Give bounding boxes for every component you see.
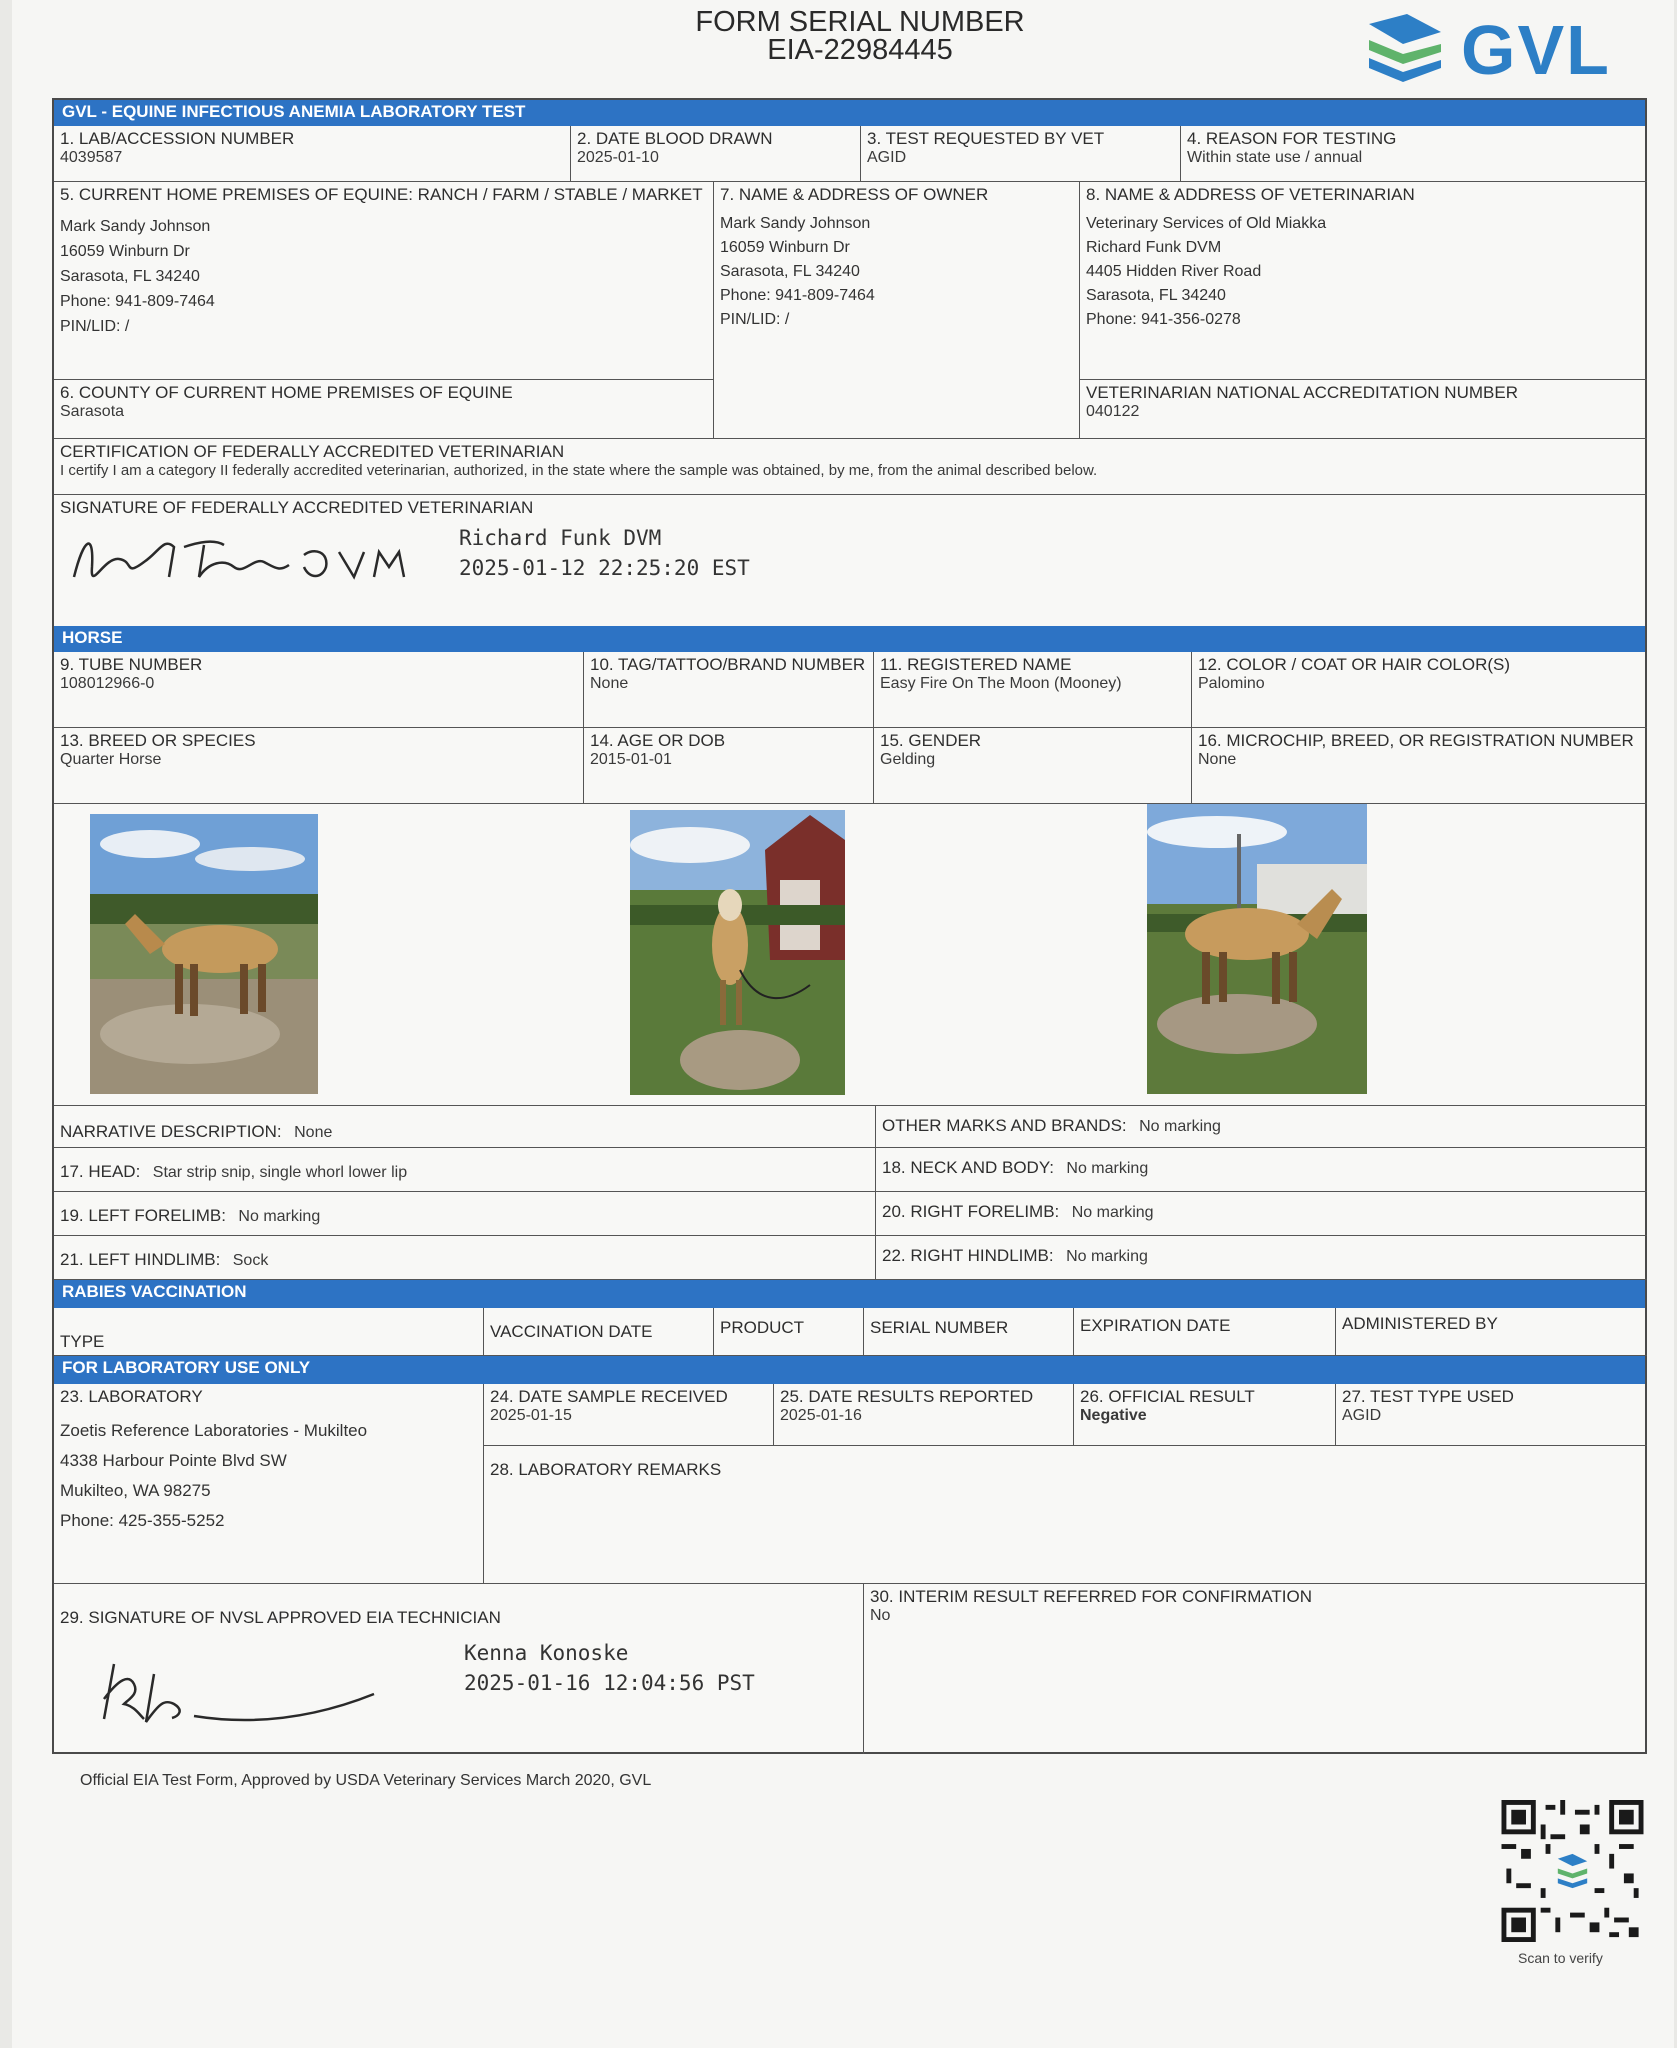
field-laboratory (54, 1384, 484, 1584)
gvl-logo-icon (1365, 10, 1445, 90)
field-label: 26. OFFICIAL RESULT (1080, 1387, 1255, 1406)
field-date-results-reported (774, 1384, 1074, 1446)
field-owner (714, 182, 1080, 439)
field-lab-accession (54, 126, 571, 182)
field-label: 29. SIGNATURE OF NVSL APPROVED EIA TECHNICIAN (60, 1608, 501, 1627)
gvl-logo (1365, 8, 1655, 92)
field-value: Sock (232, 1252, 269, 1269)
field-label: 7. NAME & ADDRESS OF OWNER (720, 185, 989, 204)
field-tube-number (54, 652, 584, 728)
field-label: 16. MICROCHIP, BREED, OR REGISTRATION NUMBER (1198, 731, 1634, 750)
field-label: 8. NAME & ADDRESS OF VETERINARIAN (1086, 185, 1415, 204)
field-gender (874, 728, 1192, 804)
field-label: EXPIRATION DATE (1080, 1316, 1231, 1335)
field-label: 30. INTERIM RESULT REFERRED FOR CONFIRMATION (870, 1587, 1313, 1606)
field-value: Sarasota (60, 403, 125, 420)
eia-form (52, 98, 1647, 1754)
horse-photos-area (54, 804, 1647, 1106)
field-county (54, 380, 714, 439)
field-laboratory-remarks (484, 1446, 1647, 1584)
field-value: AGID (867, 149, 907, 166)
field-label: SIGNATURE OF FEDERALLY ACCREDITED VETERINARIAN (60, 498, 534, 517)
field-value: No marking (1066, 1248, 1148, 1265)
field-label: 15. GENDER (880, 731, 982, 750)
field-label: TYPE (60, 1332, 105, 1351)
horse-section-bar: HORSE (54, 626, 1645, 652)
field-value: Star strip snip, single whorl lower lip (152, 1164, 408, 1181)
field-value: No (870, 1607, 891, 1624)
rabies-section-bar: RABIES VACCINATION (54, 1280, 1645, 1308)
field-value: No marking (238, 1208, 321, 1225)
footer-note: Official EIA Test Form, Approved by USDA Veterinary Services March 2020, GVL (80, 1772, 652, 1789)
rabies-col-type (54, 1308, 484, 1356)
field-registered-name (874, 652, 1192, 728)
field-label: 20. RIGHT FORELIMB: (882, 1202, 1060, 1221)
field-value: Negative (1080, 1407, 1147, 1424)
field-label: 1. LAB/ACCESSION NUMBER (60, 129, 295, 148)
field-label: 25. DATE RESULTS REPORTED (780, 1387, 1034, 1406)
field-label: CERTIFICATION OF FEDERALLY ACCREDITED VETERINARIAN (60, 442, 565, 461)
field-label: 4. REASON FOR TESTING (1187, 129, 1397, 148)
field-color-coat (1192, 652, 1647, 728)
field-label: 24. DATE SAMPLE RECEIVED (490, 1387, 728, 1406)
field-value: Zoetis Reference Laboratories - Mukilteo 4338 Harbour Pointe Blvd SW Mukilteo, WA 98275 Phone: 425-355-5252 (60, 1421, 368, 1530)
form-title-bar: GVL - EQUINE INFECTIOUS ANEMIA LABORATORY TEST (54, 100, 1645, 126)
field-certification (54, 439, 1647, 495)
field-right-forelimb (876, 1192, 1647, 1236)
rabies-col-expiration-date (1074, 1308, 1336, 1356)
field-label: 3. TEST REQUESTED BY VET (867, 129, 1105, 148)
field-official-result (1074, 1384, 1336, 1446)
scan-to-verify-label: Scan to verify (1518, 1950, 1603, 1966)
serial-title: FORM SERIAL NUMBER (695, 6, 1025, 38)
field-label: VACCINATION DATE (490, 1322, 653, 1341)
field-veterinarian (1080, 182, 1647, 380)
field-label: VETERINARIAN NATIONAL ACCREDITATION NUMBER (1086, 383, 1518, 402)
field-value: Within state use / annual (1187, 149, 1363, 166)
horse-photo-left (90, 814, 318, 1094)
field-vet-signature (54, 495, 1647, 591)
field-label: ADMINISTERED BY (1342, 1314, 1498, 1333)
field-value: None (294, 1124, 333, 1141)
technician-signature-timestamp: 2025-01-16 12:04:56 PST (464, 1671, 755, 1695)
field-other-marks (876, 1106, 1647, 1148)
field-value: 2015-01-01 (590, 751, 672, 768)
field-label: 13. BREED OR SPECIES (60, 731, 256, 750)
field-label: 6. COUNTY OF CURRENT HOME PREMISES OF EQUINE (60, 383, 513, 402)
horse-photo-right (1147, 804, 1367, 1094)
vet-signature-script (64, 517, 424, 591)
field-value: No marking (1139, 1118, 1221, 1135)
field-tag-tattoo (584, 652, 874, 728)
field-label: 23. LABORATORY (60, 1387, 203, 1406)
rabies-col-administered-by (1336, 1308, 1647, 1356)
field-home-premises (54, 182, 714, 380)
rabies-col-product (714, 1308, 864, 1356)
field-value: Veterinary Services of Old Miakka Richard Funk DVM 4405 Hidden River Road Sarasota, FL 34240 Phone: 941-356-0278 (1086, 215, 1327, 328)
field-value: AGID (1342, 1407, 1382, 1424)
field-label: 11. REGISTERED NAME (880, 655, 1072, 674)
field-value: Gelding (880, 751, 936, 768)
field-label: NARRATIVE DESCRIPTION: (60, 1122, 282, 1141)
field-value: 108012966-0 (60, 675, 155, 692)
field-value: Palomino (1198, 675, 1265, 692)
field-label: 9. TUBE NUMBER (60, 655, 203, 674)
field-value: I certify I am a category II federally accredited veterinarian, authorized, in the state where the sample was obtained, by me, from the animal described below. (60, 462, 1098, 479)
field-label: 14. AGE OR DOB (590, 731, 726, 750)
field-label: 17. HEAD: (60, 1162, 141, 1181)
field-value: Easy Fire On The Moon (Mooney) (880, 675, 1122, 692)
field-value: 4039587 (60, 149, 123, 166)
field-label: 27. TEST TYPE USED (1342, 1387, 1514, 1406)
field-value: Mark Sandy Johnson 16059 Winburn Dr Sarasota, FL 34240 Phone: 941-809-7464 PIN/LID: / (60, 218, 215, 335)
field-right-hindlimb (876, 1236, 1647, 1280)
field-value: 2025-01-15 (490, 1407, 572, 1424)
lab-section-bar: FOR LABORATORY USE ONLY (54, 1356, 1645, 1384)
field-value: None (1198, 751, 1237, 768)
field-label: 5. CURRENT HOME PREMISES OF EQUINE: RANCH / FARM / STABLE / MARKET (60, 185, 703, 204)
field-value: 2025-01-16 (780, 1407, 862, 1424)
field-vet-accreditation (1080, 380, 1647, 439)
field-label: SERIAL NUMBER (870, 1318, 1009, 1337)
field-label: 28. LABORATORY REMARKS (490, 1460, 722, 1479)
field-value: Quarter Horse (60, 751, 162, 768)
field-interim-result (864, 1584, 1647, 1754)
field-value: 2025-01-10 (577, 149, 659, 166)
technician-signature-script (84, 1644, 444, 1734)
field-value: 040122 (1086, 403, 1140, 420)
field-narrative (54, 1106, 876, 1148)
rabies-col-serial-number (864, 1308, 1074, 1356)
field-breed (54, 728, 584, 804)
field-microchip (1192, 728, 1647, 804)
field-reason-testing (1181, 126, 1647, 182)
field-value: Mark Sandy Johnson 16059 Winburn Dr Sarasota, FL 34240 Phone: 941-809-7464 PIN/LID: / (720, 215, 875, 328)
technician-signature-name: Kenna Konoske (464, 1641, 629, 1665)
field-age-dob (584, 728, 874, 804)
logo-wordmark: GVL (1461, 11, 1611, 89)
horse-photo-center (630, 810, 845, 1095)
field-left-hindlimb (54, 1236, 876, 1280)
serial-number: EIA-22984445 (767, 34, 953, 66)
field-label: 12. COLOR / COAT OR HAIR COLOR(S) (1198, 655, 1511, 674)
field-head (54, 1148, 876, 1192)
vet-signature-timestamp: 2025-01-12 22:25:20 EST (459, 556, 750, 580)
field-test-type-used (1336, 1384, 1647, 1446)
qr-code-icon[interactable] (1500, 1800, 1645, 1942)
field-label: OTHER MARKS AND BRANDS: (882, 1116, 1127, 1135)
field-value: No marking (1071, 1204, 1154, 1221)
field-label: 10. TAG/TATTOO/BRAND NUMBER (590, 655, 866, 674)
rabies-col-vaccination-date (484, 1308, 714, 1356)
form-serial (640, 8, 1080, 64)
field-label: 19. LEFT FORELIMB: (60, 1206, 226, 1225)
vet-signature-name: Richard Funk DVM (459, 526, 662, 550)
field-value: None (590, 675, 629, 692)
field-neck-body (876, 1148, 1647, 1192)
field-label: 2. DATE BLOOD DRAWN (577, 129, 773, 148)
field-technician-signature (54, 1584, 864, 1754)
field-label: 18. NECK AND BODY: (882, 1158, 1054, 1177)
field-date-sample-received (484, 1384, 774, 1446)
field-label: 22. RIGHT HINDLIMB: (882, 1246, 1054, 1265)
field-label: PRODUCT (720, 1318, 805, 1337)
field-test-requested (861, 126, 1181, 182)
field-left-forelimb (54, 1192, 876, 1236)
field-value: No marking (1066, 1160, 1149, 1177)
field-label: 21. LEFT HINDLIMB: (60, 1250, 221, 1269)
field-date-blood-drawn (571, 126, 861, 182)
